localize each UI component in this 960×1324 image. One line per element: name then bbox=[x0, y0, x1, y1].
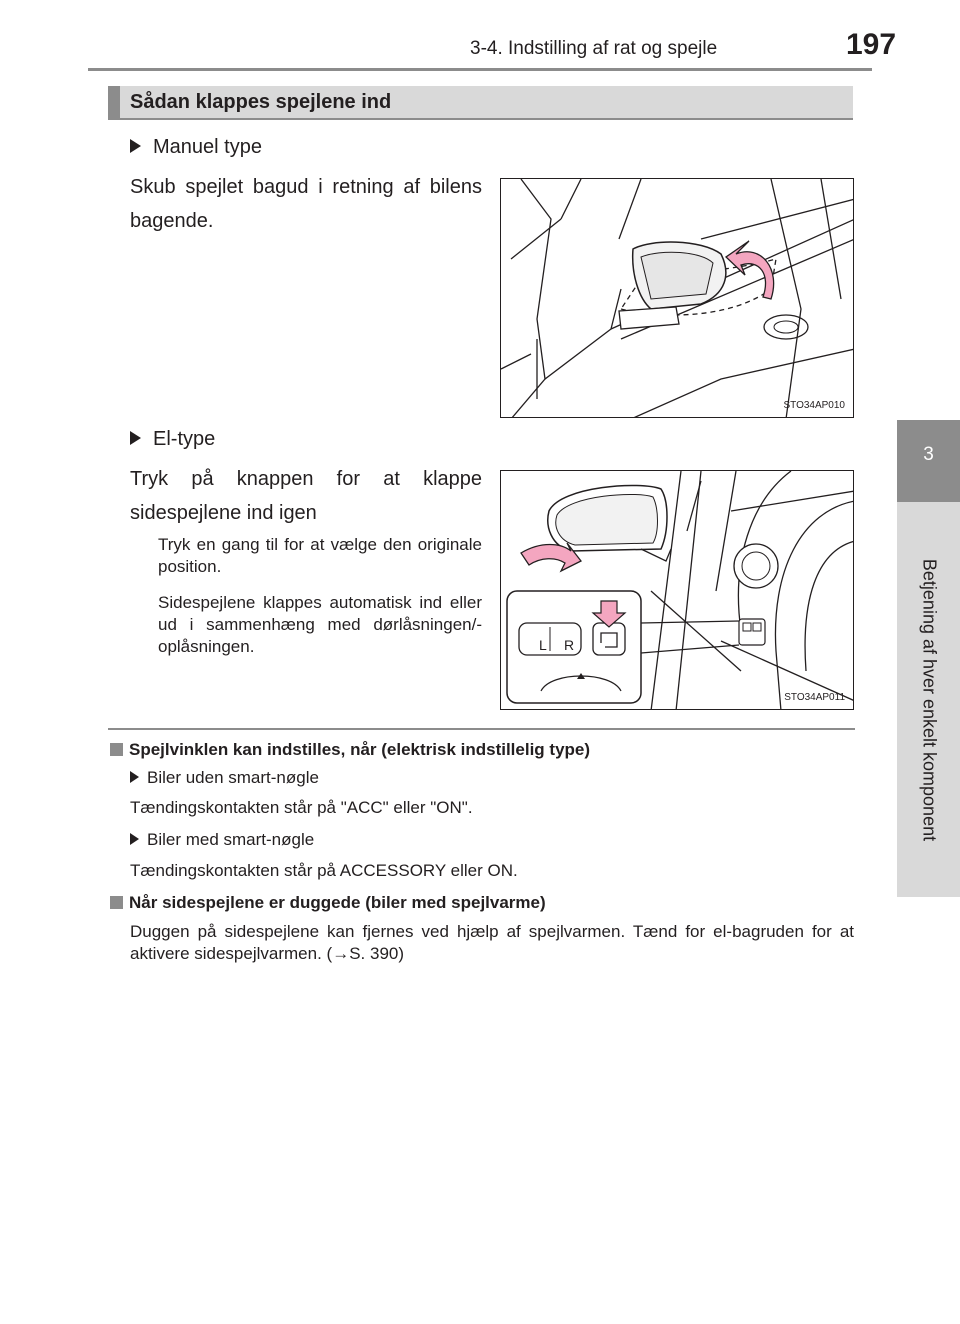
electric-figure-code: STO34AP011 bbox=[784, 692, 845, 703]
electric-type-label: El-type bbox=[153, 428, 216, 450]
manual-mirror-illustration bbox=[501, 179, 854, 418]
fog-text-body: Duggen på sidespejlene kan fjernes ved hjælp af spejlvarmen. Tænd for el-bagruden for at aktivere sidespejlvarmen. ( bbox=[130, 922, 854, 963]
note-adjust-heading-row bbox=[110, 740, 590, 760]
smartkey-row bbox=[130, 830, 314, 850]
reference-arrow-icon: → bbox=[332, 944, 350, 963]
note-fog-heading: Når sidespejlene er duggede (biler med spejlvarme) bbox=[129, 893, 546, 912]
note-fog-text bbox=[130, 921, 854, 965]
electric-type-item bbox=[130, 428, 215, 451]
manual-type-label: Manuel type bbox=[153, 136, 262, 158]
chapter-number-tab: 3 bbox=[897, 420, 960, 502]
switch-left-label: L bbox=[539, 637, 547, 653]
no-smartkey-label: Biler uden smart-nøgle bbox=[147, 768, 319, 787]
switch-right-label: R bbox=[564, 637, 575, 653]
no-smartkey-text: Tændingskontakten står på "ACC" eller "ON". bbox=[130, 798, 473, 817]
header-rule bbox=[88, 68, 872, 71]
section-divider bbox=[108, 728, 855, 730]
manual-mirror-figure bbox=[500, 178, 854, 418]
manual-figure-code: STO34AP010 bbox=[783, 400, 845, 411]
note-fog-heading-row bbox=[110, 893, 546, 913]
section-heading: Sådan klappes spejlene ind bbox=[130, 91, 392, 113]
smartkey-label: Biler med smart-nøgle bbox=[147, 830, 315, 849]
header-section-title: 3-4. Indstilling af rat og spejle bbox=[470, 38, 718, 59]
smartkey-text: Tændingskontakten står på ACCESSORY eller ON. bbox=[130, 861, 518, 880]
triangle-bullet-icon bbox=[130, 431, 141, 445]
triangle-bullet-icon bbox=[130, 833, 139, 845]
square-bullet-icon bbox=[110, 743, 123, 756]
electric-mirror-illustration bbox=[501, 471, 854, 710]
triangle-bullet-icon bbox=[130, 139, 141, 153]
electric-instruction: Tryk på knappen for at klappe sidespejlene ind igen bbox=[130, 468, 482, 524]
chapter-title-tab bbox=[897, 502, 960, 897]
electric-note-1: Tryk en gang til for at vælge den originale position. bbox=[158, 535, 482, 576]
fog-page-reference[interactable]: S. 390) bbox=[349, 944, 405, 963]
electric-mirror-figure bbox=[500, 470, 854, 710]
section-heading-box bbox=[108, 86, 853, 120]
electric-note-2: Sidespejlene klappes automatisk ind eller ud i sammenhæng med dørlåsningen/-oplåsningen. bbox=[158, 593, 482, 656]
no-smartkey-row bbox=[130, 768, 319, 788]
square-bullet-icon bbox=[110, 896, 123, 909]
manual-instruction: Skub spejlet bagud i retning af bilens bagende. bbox=[130, 176, 482, 232]
manual-type-item bbox=[130, 136, 262, 159]
page-number: 197 bbox=[846, 28, 897, 61]
note-adjust-heading: Spejlvinklen kan indstilles, når (elektrisk indstillelig type) bbox=[129, 740, 591, 759]
chapter-title: Betjening af hver enkelt komponent bbox=[919, 558, 939, 841]
triangle-bullet-icon bbox=[130, 771, 139, 783]
